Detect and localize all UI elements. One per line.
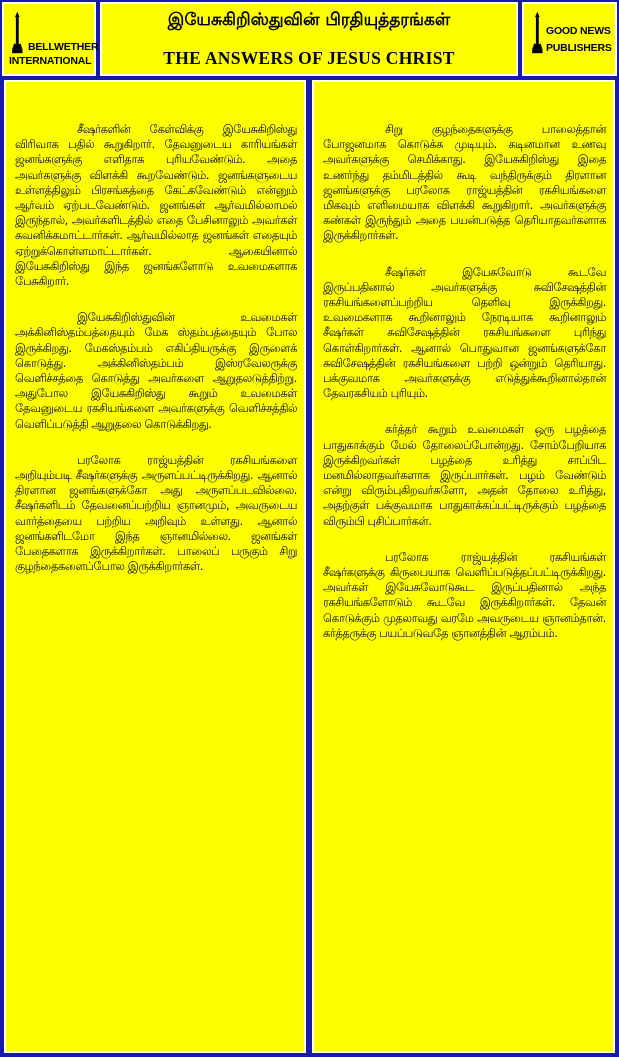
- left-paragraph-3: பரலோக ராஜ்யத்தின் ரகசியங்களை அறியும்படி சீஷர்களுக்கு அருளப்பட்டிருக்கிறது. ஆனால் திரளான ஜனங்களுக்கோ அது அருளப்படவில்லை. சீஷர்களிடம் தேவனைப்பற்றிய ஞானமும், அவருடைய வார்த்தையை பற்றிய அறிவும் உள்ளது. ஆனால் ஜனங்களிடமோ இந்த ஞானமில்லை. ஜனங்கள் பேதைகளாக இருக்கிறார்கள். பாலைப் பருகும் சிறு குழந்தைகளைப்போல இருக்கிறார்கள்.: [15, 453, 297, 574]
- left-column: [4, 80, 306, 1053]
- tamil-title: இயேசுகிறிஸ்துவின் பிரதியுத்தரங்கள்: [167, 10, 451, 30]
- good-news-line2: PUBLISHERS: [546, 42, 612, 54]
- right-paragraph-1: சிறு குழந்தைகளுக்கு பாலைத்தான் போஜனமாக கொடுக்க முடியும். கடினமான உணவு அவர்களுக்கு செமிக்காது. இயேசுகிறிஸ்து இதை உணர்ந்து தம்மிடத்தில் கூடி வந்திருக்கும் திரளான ஜனங்களுக்கு பரலோக ராஜ்யத்தின் ரகசியங்களை மிகவும் எளிமையாக விளக்கி கூறுகிறார். அவர்களுக்கு கண்கள் இருந்தும் அதை பயன்படுத்த தெரியாதவர்களாக இருக்கிறார்கள்.: [323, 123, 606, 243]
- right-paragraph-3: கர்த்தர் கூறும் உவமைகள் ஒரு பழத்தை பாதுகாக்கும் மேல் தோலைப்போன்றது. சோம்பேறியாக இருக்கிறவர்கள் பழத்தை உரித்து சாப்பிட மனமில்லாதவர்களாக இருப்பார்கள். பழம் வேண்டும் என்று விரும்புகிறவர்களோ, அதன் தோலை உரித்து, அதற்குள் பக்குவமாக பாதுகாக்கப்பட்டிருக்கும் பழத்தை விரும்பி புசிப்பார்கள்.: [323, 423, 606, 528]
- right-column: [312, 80, 615, 1053]
- bellwether-logo-panel: [2, 2, 99, 76]
- right-paragraph-4: பரலோக ராஜ்யத்தின் ரகசியங்கள் சீஷர்களுக்கு கிருபையாக வெளிப்படுத்தப்பட்டிருக்கிறது. அவர்கள் இயேசுவோடுகூட இருப்பதினால் அந்த ரகசியங்களோடும் கூடவே இருக்கிறார்கள். தேவன் கொடுக்கும் முதலாவது வரமே அவருடைய ஞானம்தான். கர்த்தருக்கு பயப்படுவதே ஞானத்தின் ஆரம்பம்.: [323, 550, 606, 640]
- left-paragraph-1: சீஷர்களின் கேள்விக்கு இயேசுகிறிஸ்து விரிவாக பதில் கூறுகிறார். தேவனுடைய காரியங்கள் ஜனங்களுக்கு எளிதாக புரியவேண்டும். அதை அவர்களுக்கு விளக்கி கூறவேண்டும். ஜனங்களுடைய உள்ளத்திலும் பிரசங்கத்தை கேட்கவேண்டும் என்னும் ஆர்வம் ஏற்படவேண்டும். ஜனங்கள் ஆர்வமில்லாமல் இருந்தால், அவர்களிடத்தில் எதை பேசினாலும் அவர்கள் கவனிக்கமாட்டார்கள். ஆர்வமில்லாத ஜனங்கள் எதையும் ஏற்றுக்கொள்ளமாட்டார்கள். ஆகையினால் இயேசுகிறிஸ்து இந்த ஜனங்களோடு உவமைகளாக பேசுகிறார்.: [15, 123, 297, 289]
- bellwether-line1: BELLWETHER: [28, 41, 99, 53]
- right-paragraph-2: சீஷர்கள் இயேசுவோடு கூடவே இருப்பதினால் அவர்களுக்கு சுவிசேஷத்தின் ரகசியங்களைப்பற்றிய தெளிவு இருக்கிறது. உவமைகளாக கூறினாலும் நேரடியாக கூறினாலும் சீஷர்கள் சுவிசேஷத்தின் ரகசியங்களை புரிந்து கொள்கிறார்கள். ஆனால் பொதுவான ஜனங்களுக்கோ சுவிசேஷத்தின் ரகசியங்களை பற்றி ஒன்றும் தெரியாது. பக்குவமாக அவர்களுக்கு எடுத்துக்கூறினால்தான் தேவரகசியம் புரியும்.: [323, 265, 606, 401]
- title-panel: [100, 2, 518, 76]
- good-news-logo-icon: [524, 4, 615, 74]
- bellwether-line2: INTERNATIONAL: [9, 55, 92, 67]
- good-news-line1: GOOD NEWS: [546, 25, 611, 37]
- english-title: THE ANSWERS OF JESUS CHRIST: [163, 48, 455, 68]
- left-paragraph-2: இயேசுகிறிஸ்துவின் உவமைகள் அக்கினிஸ்தம்பத்தையும் மேக ஸ்தம்பத்தையும் போல இருக்கிறது. மேகஸ்தம்பம் எகிப்தியருக்கு இருளைக் கொடுத்து. அக்கினிஸ்தம்பம் இஸ்ரவேலருக்கு வெளிச்சத்தை கொடுத்து அவர்களை ஆறுதலடுத்திற்று. அதுபோல இயேசுகிறிஸ்து கூறும் உவமைகள் தேவனுடைய ரகசியங்களை அவர்களுக்கு வெளிச்சத்தில் வெளிப்படுத்தி ஆறுதலை கொடுக்கிறது.: [15, 311, 297, 431]
- good-news-logo-panel: [522, 2, 617, 76]
